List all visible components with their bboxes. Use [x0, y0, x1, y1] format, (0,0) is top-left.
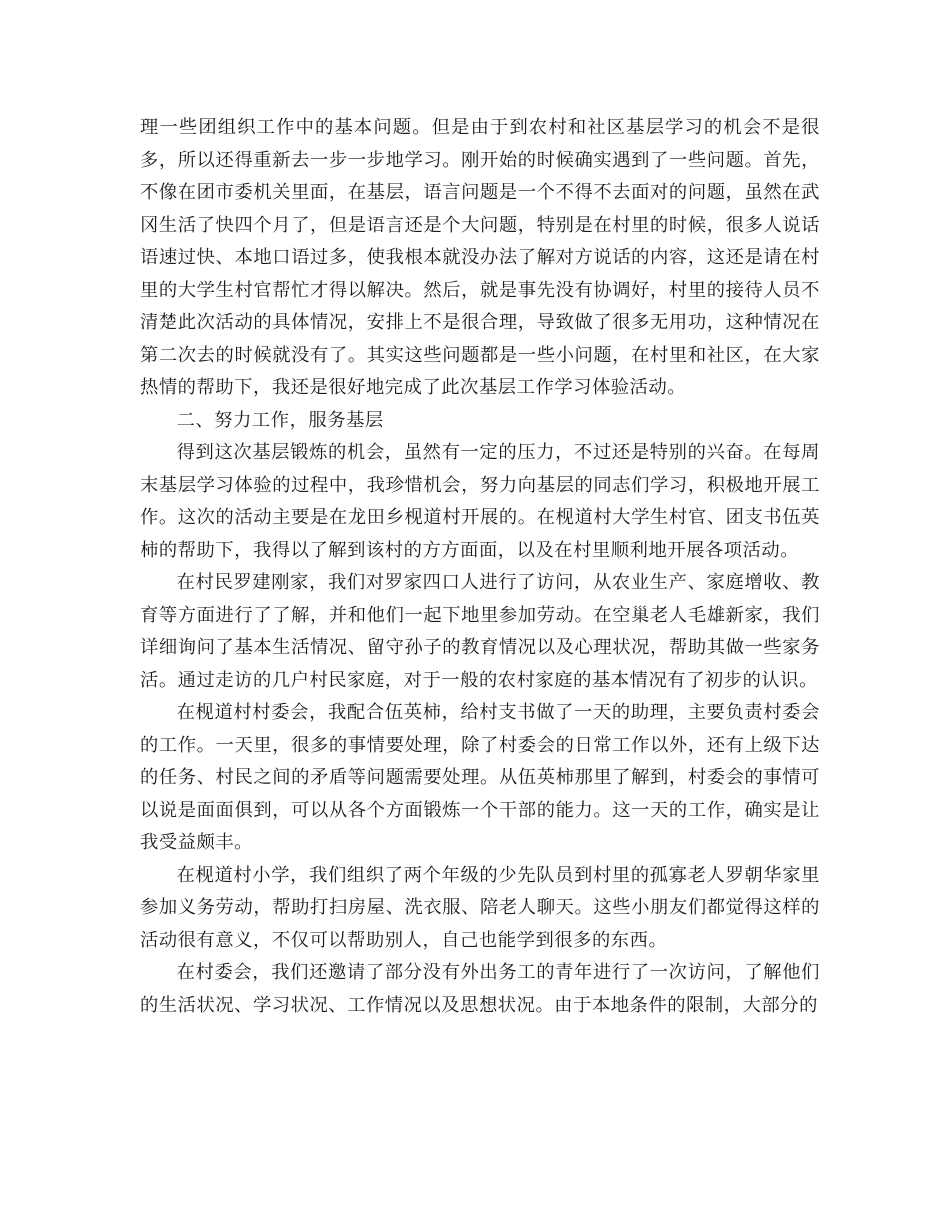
paragraph-truncated: 在村委会，我们还邀请了部分没有外出务工的青年进行了一次访问，了解他们的生活状况、学习状况、工作情况以及思想状况。由于本地条件的限制，大部分的	[140, 962, 820, 1016]
document-body	[140, 112, 820, 1022]
paragraph: 在枧道村村委会，我配合伍英柿，给村支书做了一天的助理，主要负责村委会的工作。一天里，很多的事情要处理，除了村委会的日常工作以外，还有上级下达的任务、村民之间的矛盾等问题需要处理。从伍英柿那里了解到，村委会的事情可以说是面面俱到，可以从各个方面锻炼一个干部的能力。这一天的工作，确实是让我受益颇丰。	[140, 702, 820, 853]
paragraph: 在枧道村小学，我们组织了两个年级的少先队员到村里的孤寡老人罗朝华家里参加义务劳动，帮助打扫房屋、洗衣服、陪老人聊天。这些小朋友们都觉得这样的活动很有意义，不仅可以帮助别人，自己也能学到很多的东西。	[140, 864, 820, 951]
paragraph-continued: 理一些团组织工作中的基本问题。但是由于到农村和社区基层学习的机会不是很多，所以还得重新去一步一步地学习。刚开始的时候确实遇到了一些问题。首先，不像在团市委机关里面，在基层，语言问题是一个不得不去面对的问题，虽然在武冈生活了快四个月了，但是语言还是个大问题，特别是在村里的时候，很多人说话语速过快、本地口语过多，使我根本就没办法了解对方说话的内容，这还是请在村里的大学生村官帮忙才得以解决。然后，就是事先没有协调好，村里的接待人员不清楚此次活动的具体情况，安排上不是很合理，导致做了很多无用功，这种情况在第二次去的时候就没有了。其实这些问题都是一些小问题，在村里和社区，在大家热情的帮助下，我还是很好地完成了此次基层工作学习体验活动。	[140, 117, 820, 398]
paragraph: 得到这次基层锻炼的机会，虽然有一定的压力，不过还是特别的兴奋。在每周末基层学习体验的过程中，我珍惜机会，努力向基层的同志们学习，积极地开展工作。这次的活动主要是在龙田乡枧道村开展的。在枧道村大学生村官、团支书伍英柿的帮助下，我得以了解到该村的方方面面，以及在村里顺利地开展各项活动。	[140, 442, 820, 561]
section-heading: 二、努力工作，服务基层	[176, 409, 384, 431]
paragraph: 在村民罗建刚家，我们对罗家四口人进行了访问，从农业生产、家庭增收、教育等方面进行了了解，并和他们一起下地里参加劳动。在空巢老人毛雄新家，我们详细询问了基本生活情况、留守孙子的教育情况以及心理状况，帮助其做一些家务活。通过走访的几户村民家庭，对于一般的农村家庭的基本情况有了初步的认识。	[140, 572, 820, 691]
